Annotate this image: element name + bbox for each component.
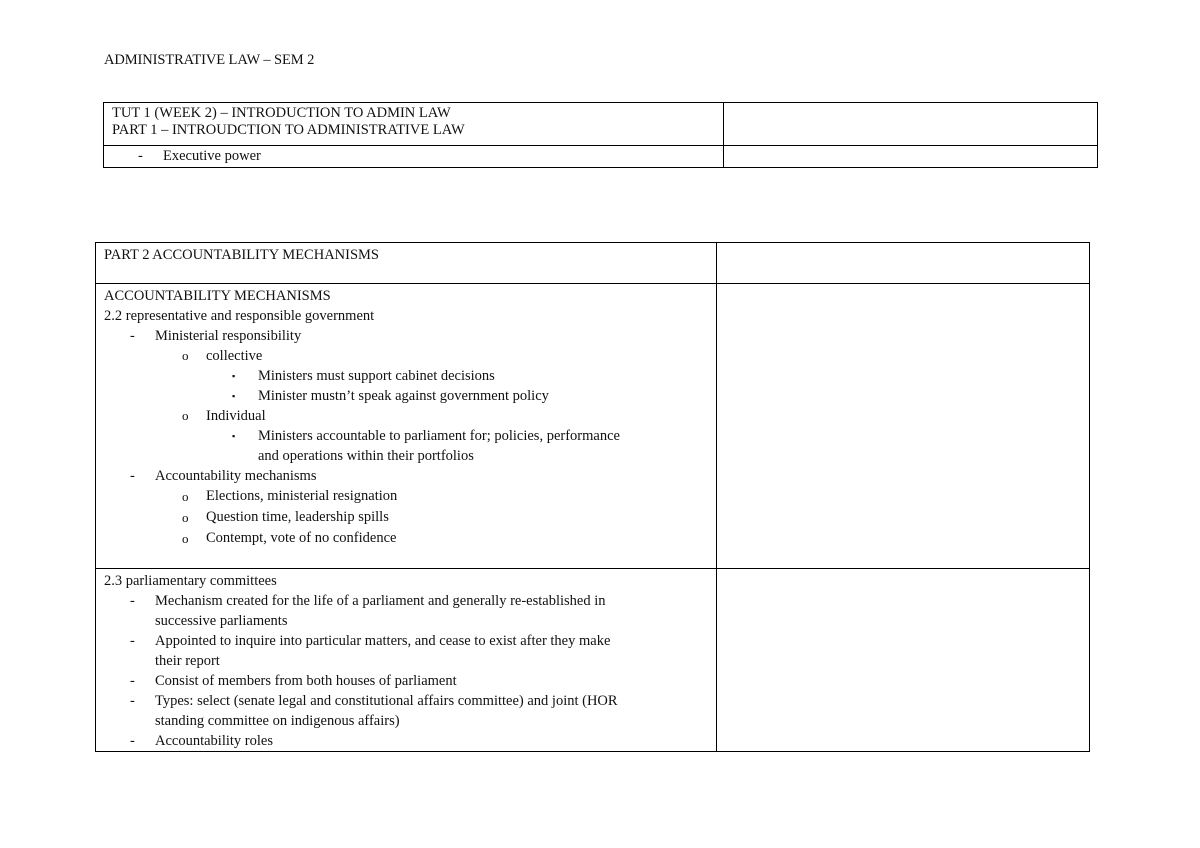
list-item: - Ministerial responsibility: [130, 328, 302, 344]
subsection-heading: 2.3 parliamentary committees: [104, 573, 277, 589]
table-part-2: [95, 242, 1090, 752]
table2-header-cell: [96, 243, 717, 284]
tutorial-heading: TUT 1 (WEEK 2) – INTRODUCTION TO ADMIN LAW: [112, 105, 451, 121]
circle-marker: o: [182, 489, 189, 504]
dash-marker: -: [130, 633, 135, 649]
circle-marker: o: [182, 510, 189, 525]
list-item: - Types: select (senate legal and constitutional affairs committee) and joint (HOR standing committee on indigenous affairs): [130, 693, 618, 729]
list-item: - Accountability mechanisms: [130, 468, 317, 484]
committees-section-cell: [96, 569, 717, 752]
list-item: o collective: [182, 348, 263, 364]
list-item: - Mechanism created for the life of a parliament and generally re-established in successive parliaments: [130, 593, 606, 629]
list-item: - Appointed to inquire into particular matters, and cease to exist after they make their report: [130, 633, 611, 669]
list-item-continuation: and operations within their portfolios: [258, 448, 474, 464]
part1-heading: PART 1 – INTROUDCTION TO ADMINISTRATIVE LAW: [112, 122, 465, 138]
circle-marker: o: [182, 531, 189, 546]
dash-marker: -: [130, 673, 135, 689]
table2-notes-cell-2: [717, 284, 1090, 569]
list-item: - Consist of members from both houses of parliament: [130, 673, 457, 689]
list-item: - Executive power: [138, 148, 261, 164]
list-item: o Individual: [182, 408, 266, 424]
square-bullet-icon: ▪: [232, 391, 236, 401]
circle-marker: o: [182, 348, 189, 363]
list-item: o Contempt, vote of no confidence: [104, 528, 710, 549]
list-item: o Elections, ministerial resignation: [104, 486, 710, 507]
part2-heading: PART 2 ACCOUNTABILITY MECHANISMS: [104, 247, 379, 263]
section-heading: ACCOUNTABILITY MECHANISMS: [104, 288, 331, 304]
dash-marker: -: [130, 328, 135, 344]
dash-marker: -: [130, 593, 135, 609]
table1-row2-cell: [104, 146, 724, 168]
square-bullet-icon: ▪: [232, 431, 236, 441]
list-item: o Question time, leadership spills: [104, 507, 710, 528]
accountability-section-cell: [96, 284, 717, 569]
square-bullet-icon: ▪: [232, 371, 236, 381]
circle-marker: o: [182, 408, 189, 423]
table1-notes-cell-1: [724, 103, 1098, 146]
dash-marker: -: [130, 693, 135, 709]
list-item: ▪ Ministers must support cabinet decisions: [232, 368, 495, 384]
table2-notes-cell-3: [717, 569, 1090, 752]
dash-marker: -: [130, 468, 135, 484]
dash-marker: -: [130, 733, 135, 749]
table1-header-cell: [104, 103, 724, 146]
dash-marker: -: [138, 148, 143, 164]
list-item: ▪ Minister mustn’t speak against government policy: [232, 388, 549, 404]
document-title: ADMINISTRATIVE LAW – SEM 2: [104, 52, 315, 68]
list-item: - Accountability roles: [130, 733, 273, 749]
table2-notes-cell-1: [717, 243, 1090, 284]
table1-notes-cell-2: [724, 146, 1098, 168]
list-item: ▪ Ministers accountable to parliament for; policies, performance: [232, 428, 620, 444]
subsection-heading: 2.2 representative and responsible government: [104, 308, 375, 324]
table-tutorial-1: [103, 102, 1098, 168]
